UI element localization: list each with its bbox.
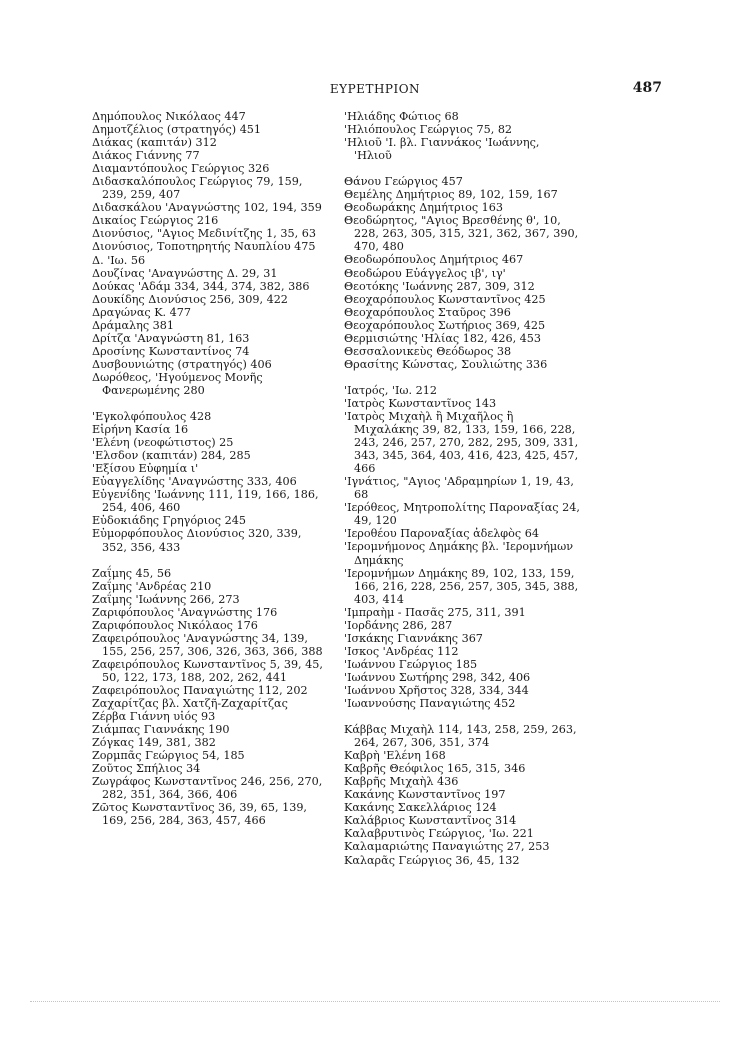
- index-entry: Θεοχαρόπουλος Κωνσταντῖνος 425: [344, 292, 546, 306]
- index-letter-group: [344, 384, 580, 710]
- index-entry: Θεοχαρόπουλος Σωτήριος 369, 425: [344, 318, 546, 332]
- index-entry: 'Ιερομνήμων Δημάκης 89, 102, 133, 159, 166, 216, 228, 256, 257, 305, 345, 388, 403, 414: [344, 566, 579, 606]
- index-entry: 'Ιατρὸς Μιχαὴλ ἢ Μιχαῆλος ἢ Μιχαλάκης 39, 82, 133, 159, 166, 228, 243, 246, 257, 270, 282, 295, 309, 331, 343, 345, 364, 403, 416, 423, 425, 457, 466: [344, 409, 579, 476]
- index-entry: Δουκίδης Διονύσιος 256, 309, 422: [92, 292, 288, 306]
- index-entry: Θεοτόκης 'Ιωάννης 287, 309, 312: [344, 279, 535, 293]
- index-entry: Εὐγενίδης 'Ιωάννης 111, 119, 166, 186, 254, 406, 460: [92, 488, 319, 515]
- index-entry: Διάκας (καπιτάν) 312: [92, 136, 217, 150]
- index-entry: Ζαφειρόπουλος 'Αναγνώστης 34, 139, 155, 256, 257, 306, 326, 363, 366, 388: [92, 631, 323, 658]
- index-entry: Ζαΐμης 'Ιωάννης 266, 273: [92, 592, 240, 606]
- index-entry: Διάκος Γιάννης 77: [92, 149, 200, 163]
- index-entry: Ζιάμπας Γιαννάκης 190: [92, 723, 230, 737]
- index-entry: Ζῶτος Κωνσταντῖνος 36, 39, 65, 139, 169, 256, 284, 363, 457, 466: [92, 801, 307, 828]
- index-letter-group: [92, 110, 324, 397]
- index-entry: 'Ιεροθέου Παροναξίας ἀδελφὸς 64: [344, 527, 539, 541]
- index-entry: 'Ιατρὸς Κωνσταντῖνος 143: [344, 396, 497, 410]
- index-entry: Ζαΐμης 'Ανδρέας 210: [92, 579, 212, 593]
- index-entry: 'Εξίσου Εὐφημία ι': [92, 462, 199, 476]
- index-entry: Καλαβρυτινὸς Γεώργιος, 'Ιω. 221: [344, 827, 534, 841]
- index-entry: Θεοδώρητος, "Αγιος Βρεσθένης θ', 10, 228, 263, 305, 315, 321, 362, 367, 390, 470, 480: [344, 214, 579, 254]
- index-entry: Θεσσαλονικεὺς Θεόδωρος 38: [344, 344, 512, 358]
- index-entry: Θρασίτης Κώνστας, Σουλιώτης 336: [344, 357, 548, 371]
- index-entry: Θεμέλης Δημήτριος 89, 102, 159, 167: [344, 188, 558, 202]
- bottom-scan-rule: [30, 1001, 720, 1002]
- index-entry: Ζαχαρίτζας βλ. Χατζῆ-Ζαχαρίτζας: [92, 697, 288, 711]
- index-entry: Διονύσιος, "Αγιος Μεδινίτζης 1, 35, 63: [92, 227, 316, 241]
- index-entry: Δημόπουλος Νικόλαος 447: [92, 110, 246, 123]
- page-header: [88, 82, 662, 102]
- index-column-left: [92, 110, 324, 840]
- index-entry: Θεοδωράκης Δημήτριος 163: [344, 201, 504, 215]
- index-entry: Δρίτζα 'Αναγνώστη 81, 163: [92, 331, 250, 345]
- index-entry: Ζαριφόπουλος Νικόλαος 176: [92, 618, 258, 632]
- index-entry: Θάνου Γεώργιος 457: [344, 175, 463, 189]
- page-number: 487: [632, 80, 662, 96]
- index-entry: Ζαριφόπουλος 'Αναγνώστης 176: [92, 605, 278, 619]
- index-entry: Εὐμορφόπουλος Διονύσιος 320, 339, 352, 356, 433: [92, 527, 302, 554]
- index-entry: Εἰρήνη Κασία 16: [92, 423, 189, 437]
- index-entry: Ζέρβα Γιάννη υἱός 93: [92, 710, 216, 724]
- index-entry: Θερμισιώτης 'Ηλίας 182, 426, 453: [344, 331, 542, 345]
- index-entry: 'Ιμπραὴμ - Πασᾶς 275, 311, 391: [344, 605, 526, 619]
- index-entry: 'Εγκολφόπουλος 428: [92, 410, 212, 424]
- index-entry: Διδασκάλου 'Αναγνώστης 102, 194, 359: [92, 201, 322, 215]
- index-letter-group: [344, 175, 580, 371]
- index-entry: Εὐδοκιάδης Γρηγόριος 245: [92, 514, 246, 528]
- index-entry: 'Ηλιάδης Φώτιος 68: [344, 110, 459, 123]
- index-entry: 'Ελένη (νεοφώτιστος) 25: [92, 436, 234, 450]
- index-entry: 'Ιωαννούσης Παναγιώτης 452: [344, 697, 516, 711]
- index-entry: Διονύσιος, Τοποτηρητής Ναυπλίου 475: [92, 240, 316, 254]
- index-entry: Δυσβουνιώτης (στρατηγός) 406: [92, 357, 272, 371]
- index-entry: Εὐαγγελίδης 'Αναγνώστης 333, 406: [92, 475, 297, 489]
- index-letter-group: [92, 410, 324, 554]
- index-entry: Δράμαλης 381: [92, 318, 175, 332]
- index-entry: 'Ιερομνήμονος Δημάκης βλ. 'Ιερομνήμων Δημάκης: [344, 540, 574, 567]
- index-entry: 'Ισκάκης Γιαννάκης 367: [344, 631, 483, 645]
- index-entry: Δωρόθεος, 'Ηγούμενος Μονῆς Φανερωμένης 280: [92, 370, 263, 397]
- index-entry: Ζορμπᾶς Γεώργιος 54, 185: [92, 749, 245, 763]
- index-entry: Ζαφειρόπουλος Παναγιώτης 112, 202: [92, 683, 308, 697]
- index-entry: Ζαφειρόπουλος Κωνσταντῖνος 5, 39, 45, 50, 122, 173, 188, 202, 262, 441: [92, 657, 323, 684]
- index-entry: Δραγώνας Κ. 477: [92, 305, 192, 319]
- index-entry: Ζόγκας 149, 381, 382: [92, 736, 216, 750]
- index-entry: Κακάνης Σακελλάριος 124: [344, 801, 497, 815]
- index-letter-group: [92, 567, 324, 828]
- index-entry: Θεοδωρόπουλος Δημήτριος 467: [344, 253, 524, 267]
- index-entry: Ζαΐμης 45, 56: [92, 566, 172, 580]
- index-entry: Δημοτζέλιος (στρατηγός) 451: [92, 123, 262, 137]
- index-entry: Καλαρᾶς Γεώργιος 36, 45, 132: [344, 853, 520, 867]
- index-entry: 'Ιγνάτιος, "Αγιος 'Αδραμηρίων 1, 19, 43, 68: [344, 475, 574, 502]
- index-entry: Ζοῦτος Σπήλιος 34: [92, 762, 201, 776]
- index-entry: Δικαίος Γεώργιος 216: [92, 214, 219, 228]
- index-entry: Διαμαντόπουλος Γεώργιος 326: [92, 162, 270, 176]
- index-entry: 'Ισκος 'Ανδρέας 112: [344, 644, 459, 658]
- index-entry: 'Ιατρός, 'Ιω. 212: [344, 383, 438, 397]
- index-entry: 'Ιωάννου Χρῆστος 328, 334, 344: [344, 683, 529, 697]
- index-entry: Καλαμαριώτης Παναγιώτης 27, 253: [344, 840, 550, 854]
- index-letter-group: [344, 110, 580, 162]
- index-entry: Διδασκαλόπουλος Γεώργιος 79, 159, 239, 259, 407: [92, 175, 303, 202]
- index-entry: Καλάβριος Κωνσταντῖνος 314: [344, 814, 517, 828]
- index-entry: Θεοδώρου Εὐάγγελος ιβ', ιγ': [344, 266, 506, 280]
- index-entry: Κακάνης Κωνσταντῖνος 197: [344, 788, 506, 802]
- index-entry: 'Ηλιόπουλος Γεώργιος 75, 82: [344, 123, 513, 137]
- index-entry: Καβρῆς Μιχαὴλ 436: [344, 775, 459, 789]
- index-entry: 'Ιορδάνης 286, 287: [344, 618, 453, 632]
- index-entry: Θεοχαρόπουλος Σταῦρος 396: [344, 305, 511, 319]
- running-head: ΕΥΡΕΤΗΡΙΟΝ: [329, 82, 421, 96]
- index-entry: 'Ηλιοῦ 'Ι. βλ. Γιαννάκος 'Ιωάννης, 'Ηλιοῦ: [344, 136, 540, 163]
- index-entry: Δ. 'Ιω. 56: [92, 253, 146, 267]
- index-entry: Καβρὴ 'Ελένη 168: [344, 749, 446, 763]
- index-entry: Δροσίνης Κωνσταντίνος 74: [92, 344, 250, 358]
- index-letter-group: [344, 723, 580, 867]
- index-entry: 'Ελσδον (καπιτάν) 284, 285: [92, 449, 251, 463]
- index-entry: 'Ιωάννου Γεώργιος 185: [344, 657, 478, 671]
- index-entry: Κάββας Μιχαὴλ 114, 143, 258, 259, 263, 264, 267, 306, 351, 374: [344, 723, 577, 750]
- index-entry: 'Ιερόθεος, Μητροπολίτης Παροναξίας 24, 49, 120: [344, 501, 580, 528]
- index-entry: Καβρῆς Θεόφιλος 165, 315, 346: [344, 762, 526, 776]
- index-entry: Δουζίνας 'Αναγνώστης Δ. 29, 31: [92, 266, 278, 280]
- index-entry: Δούκας 'Αδάμ 334, 344, 374, 382, 386: [92, 279, 310, 293]
- index-column-right: [344, 110, 580, 880]
- index-entry: Ζωγράφος Κωνσταντῖνος 246, 256, 270, 282, 351, 364, 366, 406: [92, 775, 323, 802]
- index-entry: 'Ιωάννου Σωτήρης 298, 342, 406: [344, 670, 531, 684]
